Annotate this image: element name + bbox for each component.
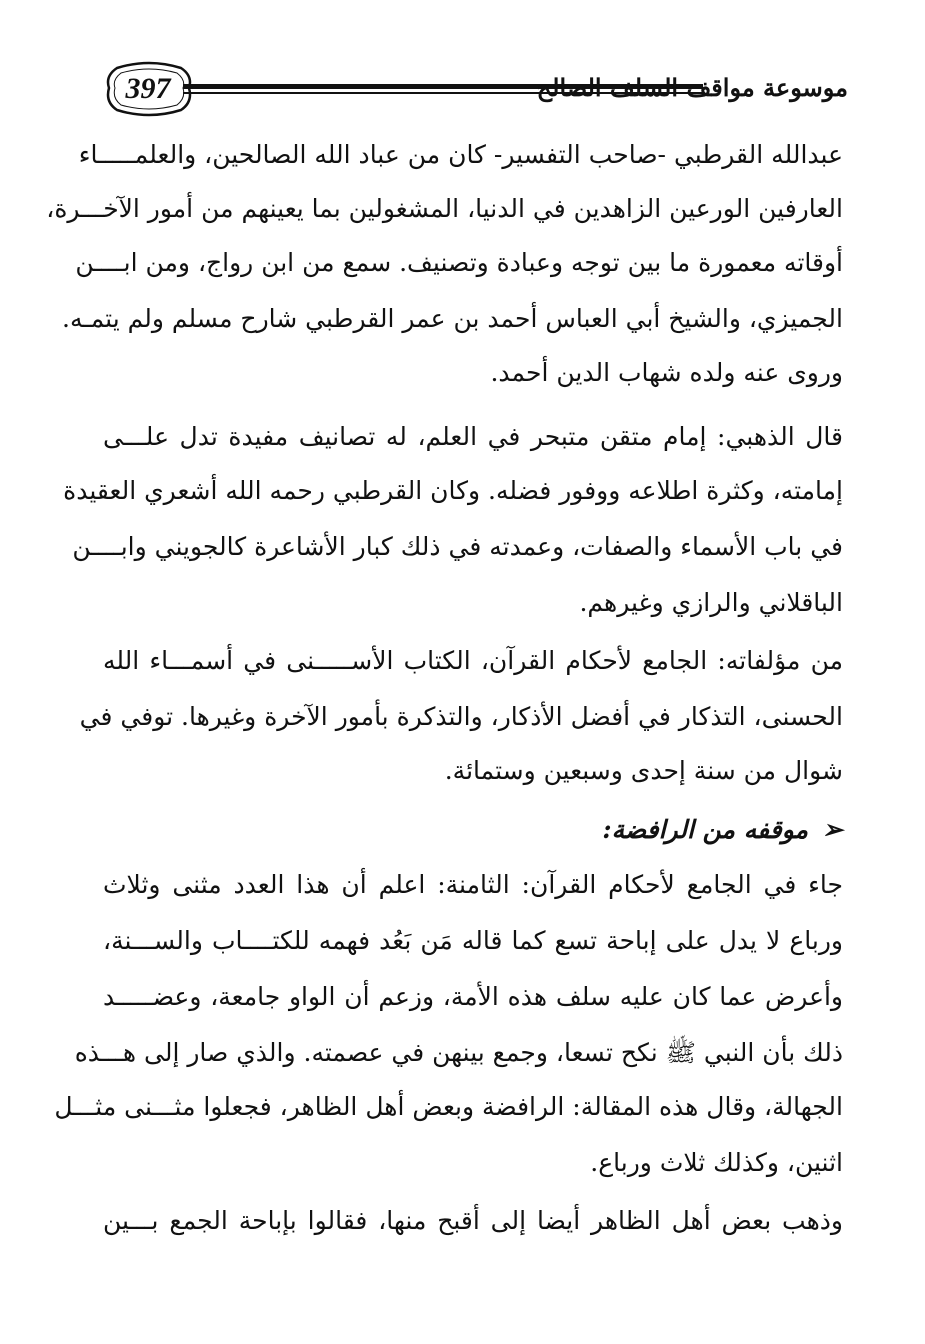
section-heading-title: موقفه من الرافضة: bbox=[602, 814, 809, 844]
text-line: الحسنى، التذكار في أفضل الأذكار، والتذكرة بأمور الآخرة وغيرها. توفي في bbox=[79, 702, 843, 731]
text-line: قال الذهبي: إمام متقن متبحر في العلم، له تصانيف مفيدة تدل علـــى bbox=[103, 422, 843, 451]
text-line: عبدالله القرطبي -صاحب التفسير- كان من عباد الله الصالحين، والعلمـــــاء bbox=[78, 140, 843, 169]
text-line: في باب الأسماء والصفات، وعمدته في ذلك كبار الأشاعرة كالجويني وابــــن bbox=[72, 532, 843, 561]
text-line: وأعرض عما كان عليه سلف هذه الأمة، وزعم أن الواو جامعة، وعضـــــد bbox=[103, 982, 843, 1011]
text-line: أوقاته معمورة ما بين توجه وعبادة وتصنيف. سمع من ابن رواج، ومن ابــــن bbox=[75, 248, 843, 277]
arrow-bullet-icon: ➢ bbox=[822, 814, 843, 844]
text-line: وذهب بعض أهل الظاهر أيضا إلى أقبح منها، فقالوا بإباحة الجمع بـــين bbox=[103, 1206, 843, 1235]
text-line: ورباع لا يدل على إباحة تسع كما قاله مَن بَعُد فهمه للكتــــاب والســـنة، bbox=[103, 926, 843, 955]
text-line: ذلك بأن النبي ﷺ نكح تسعا، وجمع بينهن في عصمته. والذي صار إلى هـــذه bbox=[74, 1038, 843, 1067]
book-title: موسوعة مواقف السلف الصالح bbox=[536, 73, 848, 102]
text-line: من مؤلفاته: الجامع لأحكام القرآن، الكتاب الأســـــنى في أسمـــاء الله bbox=[103, 646, 843, 675]
text-line: وروى عنه ولده شهاب الدين أحمد. bbox=[490, 358, 843, 387]
text-line: الجميزي، والشيخ أبي العباس أحمد بن عمر القرطبي شارح مسلم ولم يتمـه. bbox=[62, 304, 843, 333]
text-line: شوال من سنة إحدى وسبعين وستمائة. bbox=[444, 756, 843, 785]
text-line: الباقلاني والرازي وغيرهم. bbox=[579, 588, 843, 617]
section-heading bbox=[103, 802, 843, 856]
text-line: العارفين الورعين الزاهدين في الدنيا، المشغولين بما يعينهم من أمور الآخـــرة، bbox=[46, 194, 843, 223]
page-number: 397 bbox=[125, 72, 171, 105]
text-line: الجهالة، وقال هذه المقالة: الرافضة وبعض أهل الظاهر، فجعلوا مثـــنى مثـــل bbox=[54, 1092, 843, 1121]
text-line: اثنين، وكذلك ثلاث ورباع. bbox=[590, 1148, 843, 1177]
text-line: إمامته، وكثرة اطلاعه ووفور فضله. وكان القرطبي رحمه الله أشعري العقيدة bbox=[63, 476, 843, 505]
text-line: جاء في الجامع لأحكام القرآن: الثامنة: اعلم أن هذا العدد مثنى وثلاث bbox=[103, 870, 843, 899]
page-header bbox=[103, 60, 848, 130]
